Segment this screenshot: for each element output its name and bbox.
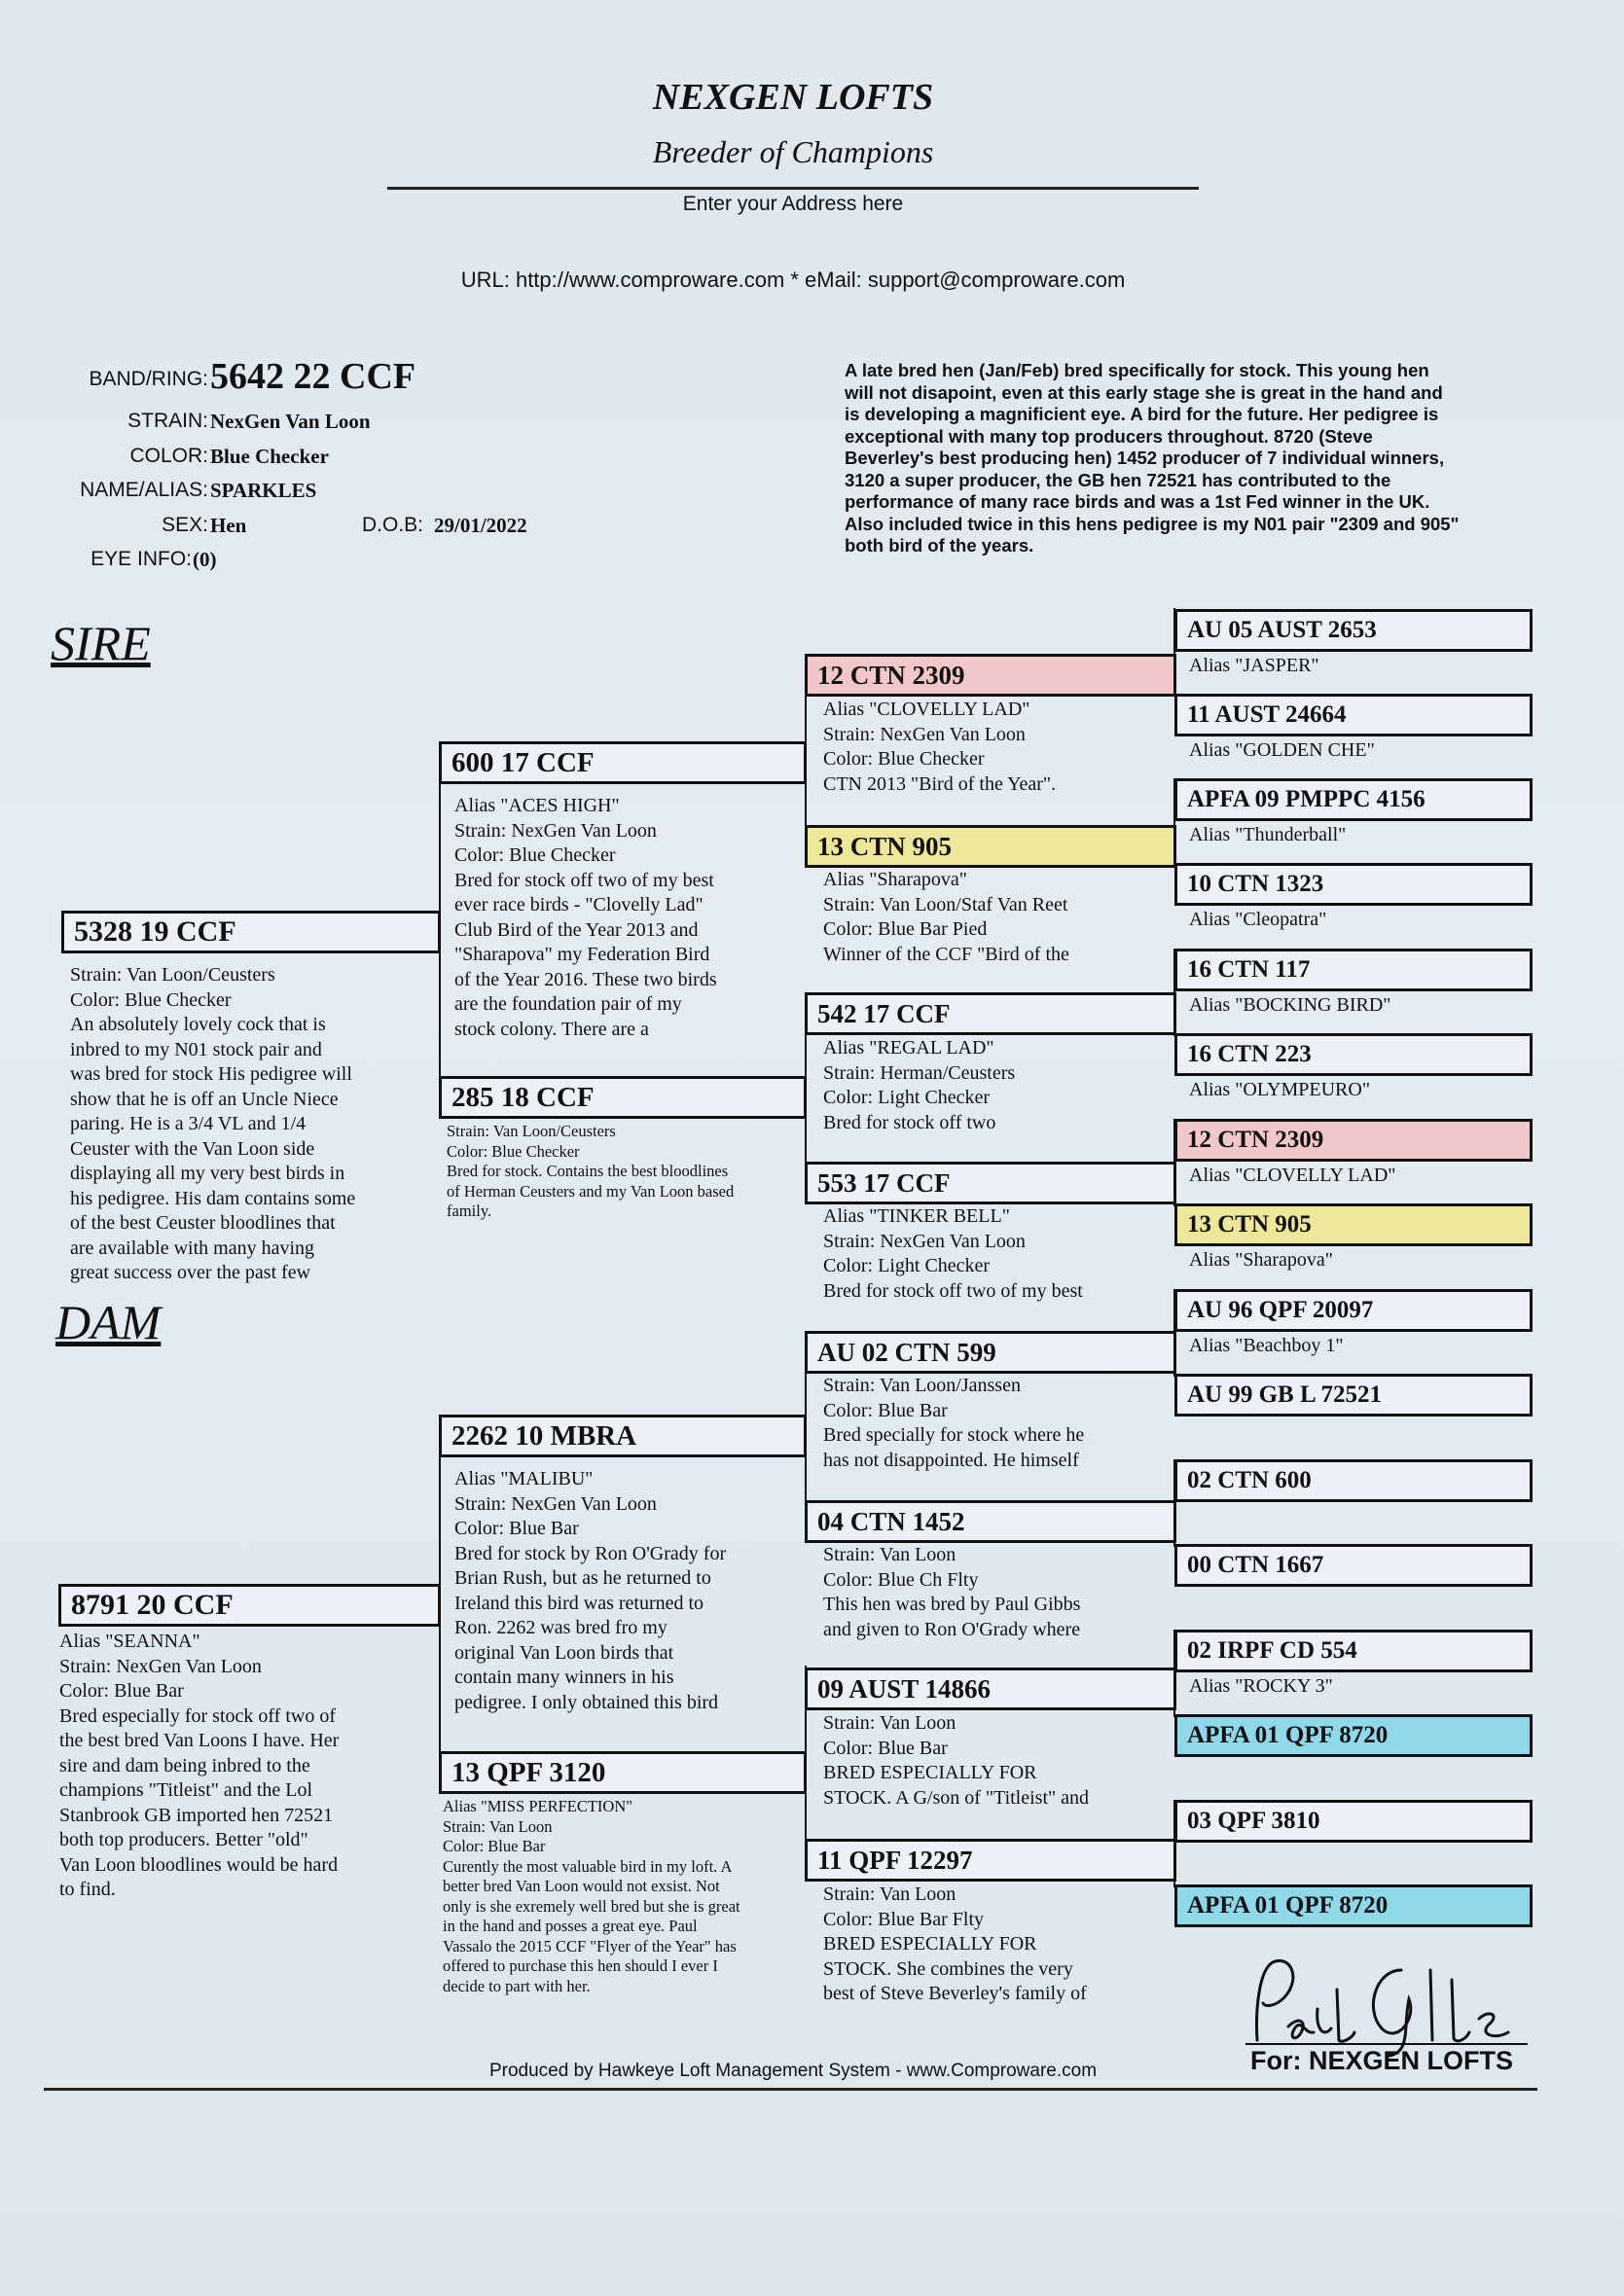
g3-detail-line: STOCK. She combines the very — [823, 1957, 1073, 1980]
sire-dam-detail-line: Strain: Van Loon/Ceusters — [447, 1122, 616, 1140]
g4-alias: Alias "CLOVELLY LAD" — [1189, 1165, 1396, 1186]
dob-value: 29/01/2022 — [434, 514, 527, 537]
dam-detail-line: Strain: NexGen Van Loon — [59, 1655, 262, 1677]
dam-ring: 8791 20 CCF — [58, 1584, 441, 1627]
bird-description — [845, 360, 1497, 557]
dam-dam-detail-line: Alias "MISS PERFECTION" — [443, 1797, 632, 1815]
sire-heading: SIRE — [51, 616, 151, 670]
sire-dam-detail-line: family. — [447, 1202, 492, 1220]
g3-detail-line: Strain: Van Loon — [823, 1712, 956, 1734]
dam-detail-line: to find. — [59, 1879, 116, 1900]
sire-detail-line: inbred to my N01 stock pair and — [70, 1038, 322, 1060]
url-email-line: URL: http://www.comproware.com * eMail: support@comproware.com — [460, 268, 1126, 292]
g4-alias: Alias "Cleopatra" — [1189, 909, 1327, 930]
sire-detail-line: are available with many having — [70, 1237, 315, 1259]
g3-ring-4: 553 17 CCF — [805, 1162, 1176, 1204]
g3-detail-line: best of Steve Beverley's family of — [823, 1983, 1087, 2004]
description-line: 3120 a super producer, the GB hen 72521 has contributed to the — [845, 469, 1391, 490]
description-line: exceptional with many top producers throughout. 8720 (Steve — [845, 425, 1373, 447]
description-line: will not disapoint, even at this early stage she is great in the hand and — [845, 381, 1443, 403]
g3-detail-line: Winner of the CCF "Bird of the — [823, 943, 1069, 965]
g4-ring: 13 CTN 905 — [1174, 1203, 1533, 1246]
bird-info — [0, 356, 681, 574]
sire-sire-detail-line: ever race birds - "Clovelly Lad" — [454, 894, 704, 915]
g4-ring: APFA 09 PMPPC 4156 — [1174, 778, 1533, 821]
g3-detail-line: Strain: Van Loon/Staf Van Reet — [823, 893, 1068, 915]
sire-detail-line: Ceuster with the Van Loon side — [70, 1137, 315, 1160]
sire-dam-details — [447, 1122, 805, 1229]
sire-detail-line: show that he is off an Uncle Niece — [70, 1088, 339, 1110]
g3-detail-line: BRED ESPECIALLY FOR — [823, 1762, 1037, 1783]
g3-detail-line: Strain: NexGen Van Loon — [823, 1230, 1026, 1252]
g3-detail-line: Color: Light Checker — [823, 1255, 991, 1276]
g3-ring-5: AU 02 CTN 599 — [805, 1331, 1176, 1374]
strain-value: NexGen Van Loon — [210, 410, 371, 433]
dam-detail-line: sire and dam being inbred to the — [59, 1754, 310, 1776]
g3-detail-line: Strain: Van Loon — [823, 1544, 956, 1565]
dam-detail-line: the best bred Van Loons I have. Her — [59, 1730, 340, 1751]
g3-ring-1: 12 CTN 2309 — [805, 654, 1176, 697]
g3-detail-line: Color: Blue Bar Pied — [823, 918, 988, 940]
for-lofts-label: For: NEXGEN LOFTS — [1250, 2046, 1513, 2075]
sire-ring: 5328 19 CCF — [61, 911, 441, 953]
g3-detail-line: Bred specially for stock where he — [823, 1424, 1085, 1446]
sire-sire-detail-line: of the Year 2016. These two birds — [454, 968, 717, 990]
dam-sire-detail-line: original Van Loon birds that — [454, 1641, 674, 1664]
dam-dam-ring: 13 QPF 3120 — [439, 1751, 807, 1794]
name-label: NAME/ALIAS: — [80, 479, 208, 501]
description-line: Beverley's best producing hen) 1452 producer of 7 individual winners, — [845, 448, 1445, 468]
g4-ring: APFA 01 QPF 8720 — [1174, 1714, 1533, 1757]
signature-image — [1245, 1951, 1537, 2058]
band-label: BAND/RING: — [89, 368, 208, 390]
g3-detail-line: Strain: NexGen Van Loon — [823, 723, 1026, 745]
g4-ring: 16 CTN 117 — [1174, 949, 1533, 991]
loft-title: NEXGEN LOFTS — [652, 77, 934, 118]
g3-details-1 — [823, 698, 1173, 799]
g4-alias: Alias "Beachboy 1" — [1189, 1335, 1344, 1356]
dam-dam-detail-line: Vassalo the 2015 CCF "Flyer of the Year" has — [443, 1936, 737, 1955]
dam-sire-detail-line: Ron. 2262 was bred fro my — [454, 1617, 668, 1638]
dob-label: D.O.B: — [362, 514, 424, 536]
dam-sire-detail-line: contain many winners in his — [454, 1667, 674, 1688]
g4-ring: APFA 01 QPF 8720 — [1174, 1884, 1533, 1927]
g3-detail-line: Strain: Van Loon — [823, 1883, 956, 1905]
g4-alias: Alias "Sharapova" — [1189, 1249, 1333, 1271]
g4-ring: 02 CTN 600 — [1174, 1459, 1533, 1502]
g3-details-8 — [823, 1883, 1173, 2009]
g3-detail-line: Color: Blue Bar Flty — [823, 1908, 984, 1930]
sire-detail-line: displaying all my very best birds in — [70, 1163, 345, 1184]
g3-ring-6: 04 CTN 1452 — [805, 1500, 1176, 1543]
g3-details-5 — [823, 1374, 1173, 1475]
dam-dam-detail-line: in the hand and posses a great eye. Paul — [443, 1917, 698, 1935]
sire-sire-detail-line: Bred for stock off two of my best — [454, 869, 714, 891]
g4-ring: 03 QPF 3810 — [1174, 1800, 1533, 1843]
g3-detail-line: Color: Blue Checker — [823, 748, 985, 770]
g4-ring: AU 99 GB L 72521 — [1174, 1374, 1533, 1417]
g3-details-7 — [823, 1711, 1173, 1812]
g4-alias: Alias "ROCKY 3" — [1189, 1675, 1333, 1697]
sex-label: SEX: — [162, 514, 208, 536]
dam-sire-detail-line: Color: Blue Bar — [454, 1518, 579, 1539]
g3-detail-line: and given to Ron O'Grady where — [823, 1618, 1081, 1640]
g4-ring: 11 AUST 24664 — [1174, 694, 1533, 736]
dam-sire-detail-line: Ireland this bird was returned to — [454, 1592, 704, 1614]
dam-dam-detail-line: decide to part with her. — [443, 1976, 591, 1995]
sire-detail-line: great success over the past few — [70, 1262, 311, 1283]
sire-dam-ring: 285 18 CCF — [439, 1076, 807, 1119]
dam-sire-detail-line: pedigree. I only obtained this bird — [454, 1691, 719, 1713]
dam-sire-detail-line: Bred for stock by Ron O'Grady for — [454, 1542, 727, 1564]
sire-sire-details — [454, 794, 805, 1047]
sire-detail-line: his pedigree. His dam contains some — [70, 1187, 356, 1209]
sire-sire-detail-line: are the foundation pair of my — [454, 993, 682, 1015]
g4-ring: 02 IRPF CD 554 — [1174, 1630, 1533, 1672]
eye-label: EYE INFO: — [90, 548, 192, 570]
loft-tagline: Breeder of Champions — [652, 134, 934, 169]
color-value: Blue Checker — [210, 445, 329, 468]
description-line: is developing a magnificient eye. A bird for the future. Her pedigree is — [845, 404, 1439, 424]
description-line: Also included twice in this hens pedigree is my N01 pair "2309 and 905" — [845, 513, 1460, 534]
g4-ring: 00 CTN 1667 — [1174, 1544, 1533, 1587]
dam-detail-line: Van Loon bloodlines would be hard — [59, 1853, 339, 1876]
dam-detail-line: Alias "SEANNA" — [59, 1631, 200, 1652]
produced-by-line: Produced by Hawkeye Loft Management System - www.Comproware.com — [488, 2061, 1098, 2081]
sire-sire-detail-line: "Sharapova" my Federation Bird — [454, 944, 710, 965]
dam-dam-detail-line: only is she exremely well bred but she is great — [443, 1896, 740, 1916]
sire-sire-detail-line: Strain: NexGen Van Loon — [454, 819, 657, 842]
dam-details — [59, 1630, 441, 1912]
g4-alias: Alias "GOLDEN CHE" — [1189, 739, 1375, 761]
sire-detail-line: paring. He is a 3/4 VL and 1/4 — [70, 1113, 307, 1134]
band-value: 5642 22 CCF — [210, 356, 416, 397]
g3-detail-line: This hen was bred by Paul Gibbs — [823, 1594, 1081, 1615]
g3-detail-line: STOCK. A G/son of "Titleist" and — [823, 1786, 1090, 1809]
g4-ring: 10 CTN 1323 — [1174, 863, 1533, 906]
dam-dam-detail-line: offered to purchase this hen should I ever I — [443, 1956, 718, 1975]
g4-ring: 12 CTN 2309 — [1174, 1119, 1533, 1162]
sire-details — [70, 963, 440, 1289]
g3-detail-line: Color: Blue Ch Flty — [823, 1568, 979, 1591]
g3-detail-line: Alias "Sharapova" — [823, 869, 967, 890]
sire-detail-line: of the best Ceuster bloodlines that — [70, 1212, 336, 1234]
g3-detail-line: Strain: Van Loon/Janssen — [823, 1375, 1021, 1396]
g3-detail-line: has not disappointed. He himself — [823, 1449, 1079, 1471]
sire-detail-line: An absolutely lovely cock that is — [70, 1014, 326, 1035]
dam-heading: DAM — [55, 1295, 162, 1349]
sire-sire-detail-line: stock colony. There are a — [454, 1018, 649, 1040]
g3-ring-2: 13 CTN 905 — [805, 825, 1176, 868]
dam-dam-detail-line: Curently the most valuable bird in my loft. A — [443, 1856, 733, 1876]
g4-alias: Alias "OLYMPEURO" — [1189, 1079, 1370, 1100]
description-line: both bird of the years. — [845, 535, 1034, 556]
g3-detail-line: Color: Blue Bar — [823, 1737, 948, 1759]
sex-value: Hen — [210, 514, 247, 537]
g3-detail-line: CTN 2013 "Bird of the Year". — [823, 772, 1057, 795]
g4-alias: Alias "JASPER" — [1189, 655, 1319, 676]
g3-detail-line: Alias "REGAL LAD" — [823, 1037, 994, 1058]
g3-detail-line: Color: Light Checker — [823, 1087, 991, 1108]
dam-sire-detail-line: Strain: NexGen Van Loon — [454, 1492, 657, 1515]
eye-value: (0) — [193, 548, 217, 571]
dam-detail-line: Stanbrook GB imported hen 72521 — [59, 1804, 334, 1826]
g3-detail-line: Strain: Herman/Ceusters — [823, 1061, 1016, 1084]
sire-dam-detail-line: Color: Blue Checker — [447, 1141, 580, 1161]
g3-detail-line: BRED ESPECIALLY FOR — [823, 1933, 1037, 1955]
sire-sire-ring: 600 17 CCF — [439, 741, 807, 784]
sire-detail-line: was bred for stock His pedigree will — [70, 1063, 352, 1085]
g3-details-6 — [823, 1543, 1173, 1644]
sire-sire-detail-line: Color: Blue Checker — [454, 844, 616, 866]
header-divider — [387, 187, 1199, 190]
address-line: Enter your Address here — [682, 193, 904, 215]
dam-detail-line: both top producers. Better "old" — [59, 1829, 308, 1850]
description-line: A late bred hen (Jan/Feb) bred specifically for stock. This young hen — [845, 360, 1429, 380]
dam-sire-ring: 2262 10 MBRA — [439, 1415, 807, 1457]
dam-sire-details — [454, 1467, 805, 1722]
g3-ring-7: 09 AUST 14866 — [805, 1668, 1176, 1710]
sire-detail-line: Color: Blue Checker — [70, 988, 232, 1011]
dam-dam-detail-line: Color: Blue Bar — [443, 1837, 546, 1855]
description-line: performance of many race birds and was a 1st Fed winner in the UK. — [845, 491, 1430, 512]
g3-ring-3: 542 17 CCF — [805, 992, 1176, 1035]
footer-divider — [44, 2088, 1537, 2091]
g4-ring: AU 96 QPF 20097 — [1174, 1289, 1533, 1332]
dam-detail-line: Color: Blue Bar — [59, 1680, 184, 1702]
g3-detail-line: Alias "CLOVELLY LAD" — [823, 699, 1030, 720]
sire-dam-detail-line: of Herman Ceusters and my Van Loon based — [447, 1181, 735, 1201]
dam-detail-line: champions "Titleist" and the Lol — [59, 1779, 313, 1801]
sire-sire-detail-line: Alias "ACES HIGH" — [454, 795, 620, 816]
dam-sire-detail-line: Brian Rush, but as he returned to — [454, 1567, 711, 1589]
g4-alias: Alias "Thunderball" — [1189, 824, 1347, 845]
g3-details-4 — [823, 1204, 1173, 1306]
sire-dam-detail-line: Bred for stock. Contains the best bloodlines — [447, 1162, 729, 1180]
dam-detail-line: Bred especially for stock off two of — [59, 1704, 336, 1727]
dam-dam-details — [443, 1797, 805, 2021]
g4-ring: AU 05 AUST 2653 — [1174, 609, 1533, 652]
g3-ring-8: 11 QPF 12297 — [805, 1839, 1176, 1882]
sire-sire-detail-line: Club Bird of the Year 2013 and — [454, 918, 699, 941]
dam-dam-detail-line: Strain: Van Loon — [443, 1816, 553, 1836]
g4-ring: 16 CTN 223 — [1174, 1033, 1533, 1076]
g3-detail-line: Color: Blue Bar — [823, 1399, 948, 1421]
name-value: SPARKLES — [210, 479, 317, 502]
g3-detail-line: Alias "TINKER BELL" — [823, 1205, 1010, 1227]
g3-details-3 — [823, 1036, 1173, 1137]
strain-label: STRAIN: — [127, 410, 208, 432]
g3-details-2 — [823, 868, 1173, 969]
dam-dam-detail-line: better bred Van Loon would not exsist. Not — [443, 1877, 720, 1895]
sire-detail-line: Strain: Van Loon/Ceusters — [70, 964, 275, 986]
color-label: COLOR: — [129, 445, 208, 467]
g4-alias: Alias "BOCKING BIRD" — [1189, 994, 1391, 1016]
g3-detail-line: Bred for stock off two — [823, 1111, 996, 1133]
g3-detail-line: Bred for stock off two of my best — [823, 1279, 1083, 1302]
dam-sire-detail-line: Alias "MALIBU" — [454, 1468, 594, 1489]
